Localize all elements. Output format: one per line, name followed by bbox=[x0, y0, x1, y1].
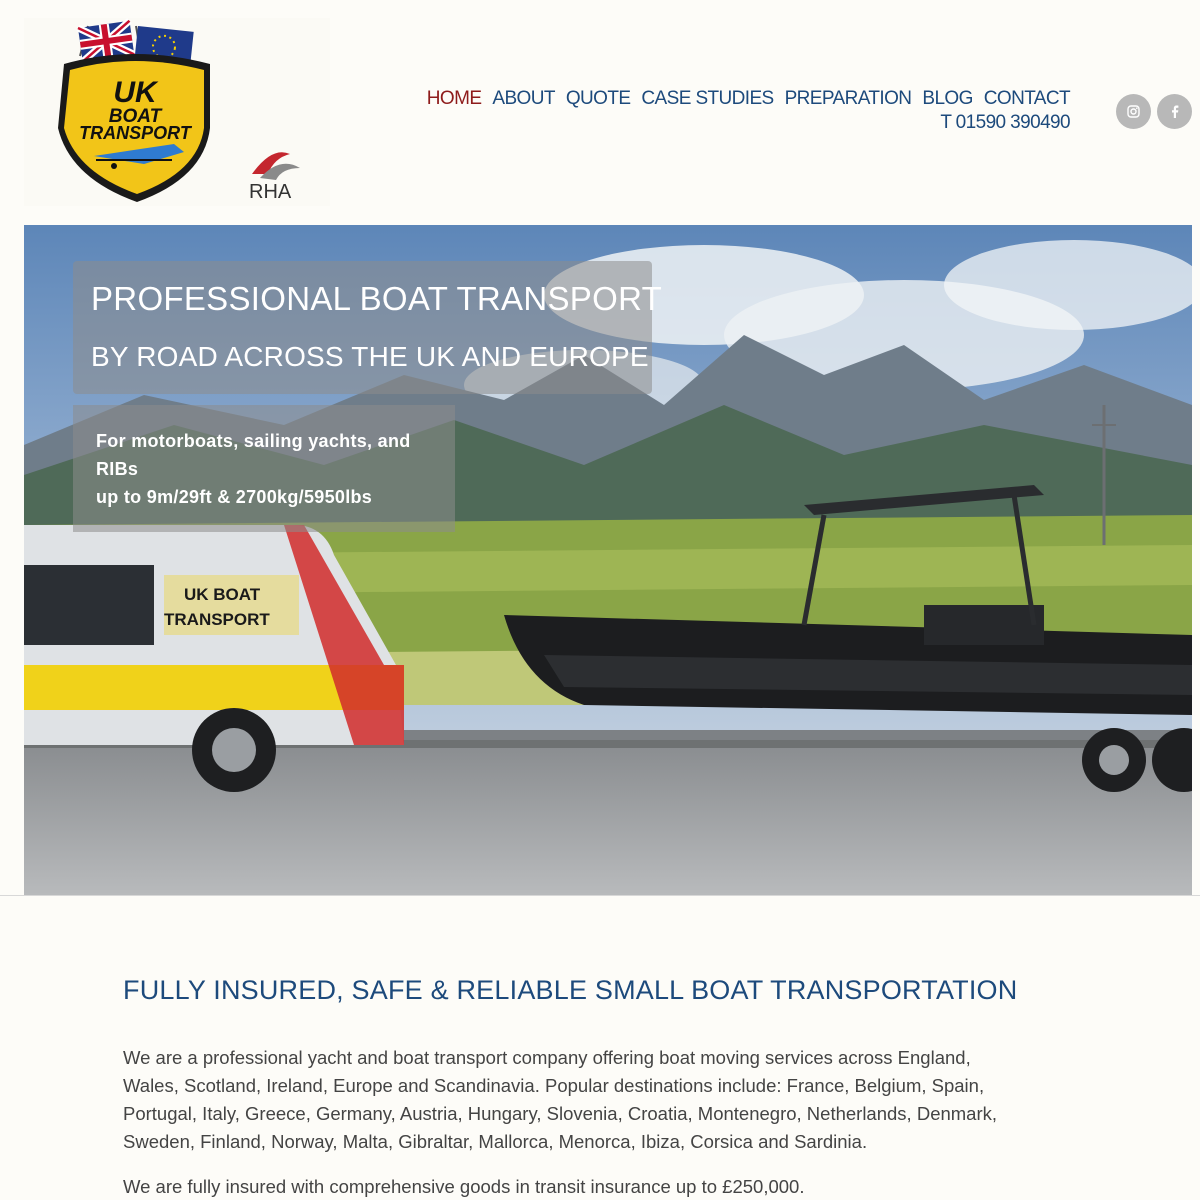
hero-desc-line2: up to 9m/29ft & 2700kg/5950lbs bbox=[96, 487, 373, 507]
svg-text:RHA: RHA bbox=[249, 181, 292, 203]
main-nav bbox=[427, 88, 1070, 110]
intro-paragraph: We are a professional yacht and boat transport company offering boat moving services across England, Wales, Scotland, Ireland, Europe and Scandinavia. Popular destinations include: France, Belgium, Spain, Portugal, Italy, Greece, Germany, Austria, Hungary, Slovenia, Croatia, Montenegro, Netherlands, Denmark, Sweden, Finland, Norway, Malta, Gibraltar, Mallorca, Menorca, Ibiza, Corsica and Sardinia. bbox=[123, 1047, 998, 1152]
site-header bbox=[0, 0, 1200, 225]
divider bbox=[0, 895, 1200, 896]
facebook-button[interactable] bbox=[1157, 94, 1192, 129]
svg-text:UK BOAT: UK BOAT bbox=[184, 585, 261, 604]
svg-text:BOAT: BOAT bbox=[108, 106, 162, 127]
hero-desc-line1: For motorboats, sailing yachts, and RIBs bbox=[96, 431, 411, 479]
nav-preparation[interactable]: PREPARATION bbox=[784, 88, 912, 109]
nav-case-studies[interactable]: CASE STUDIES bbox=[641, 88, 774, 109]
hero-description-box bbox=[73, 405, 455, 532]
hero-banner bbox=[24, 225, 1192, 895]
logo-graphic bbox=[24, 18, 330, 206]
nav-blog[interactable]: BLOG bbox=[922, 88, 973, 109]
hero-title: PROFESSIONAL BOAT TRANSPORT bbox=[91, 280, 663, 317]
hero-subtitle: BY ROAD ACROSS THE UK AND EUROPE bbox=[91, 341, 649, 372]
insurance-paragraph: We are fully insured with comprehensive goods in transit insurance up to £250,000. bbox=[123, 1176, 805, 1197]
svg-text:TRANSPORT: TRANSPORT bbox=[164, 610, 270, 629]
svg-text:TRANSPORT: TRANSPORT bbox=[79, 123, 191, 143]
section-heading: FULLY INSURED, SAFE & RELIABLE SMALL BOAT TRANSPORTATION bbox=[123, 975, 1018, 1005]
instagram-icon bbox=[1127, 105, 1140, 118]
nav-contact[interactable]: CONTACT bbox=[983, 88, 1070, 109]
phone-number[interactable]: T 01590 390490 bbox=[940, 112, 1070, 133]
svg-text:UK: UK bbox=[113, 76, 157, 109]
nav-quote[interactable]: QUOTE bbox=[565, 88, 631, 109]
intro-section bbox=[123, 970, 1018, 1200]
nav-about[interactable]: ABOUT bbox=[492, 88, 555, 109]
hero-title-box bbox=[73, 261, 663, 394]
logo[interactable] bbox=[24, 18, 330, 206]
facebook-icon bbox=[1171, 105, 1179, 118]
instagram-button[interactable] bbox=[1116, 94, 1151, 129]
nav-home[interactable]: HOME bbox=[426, 88, 482, 109]
